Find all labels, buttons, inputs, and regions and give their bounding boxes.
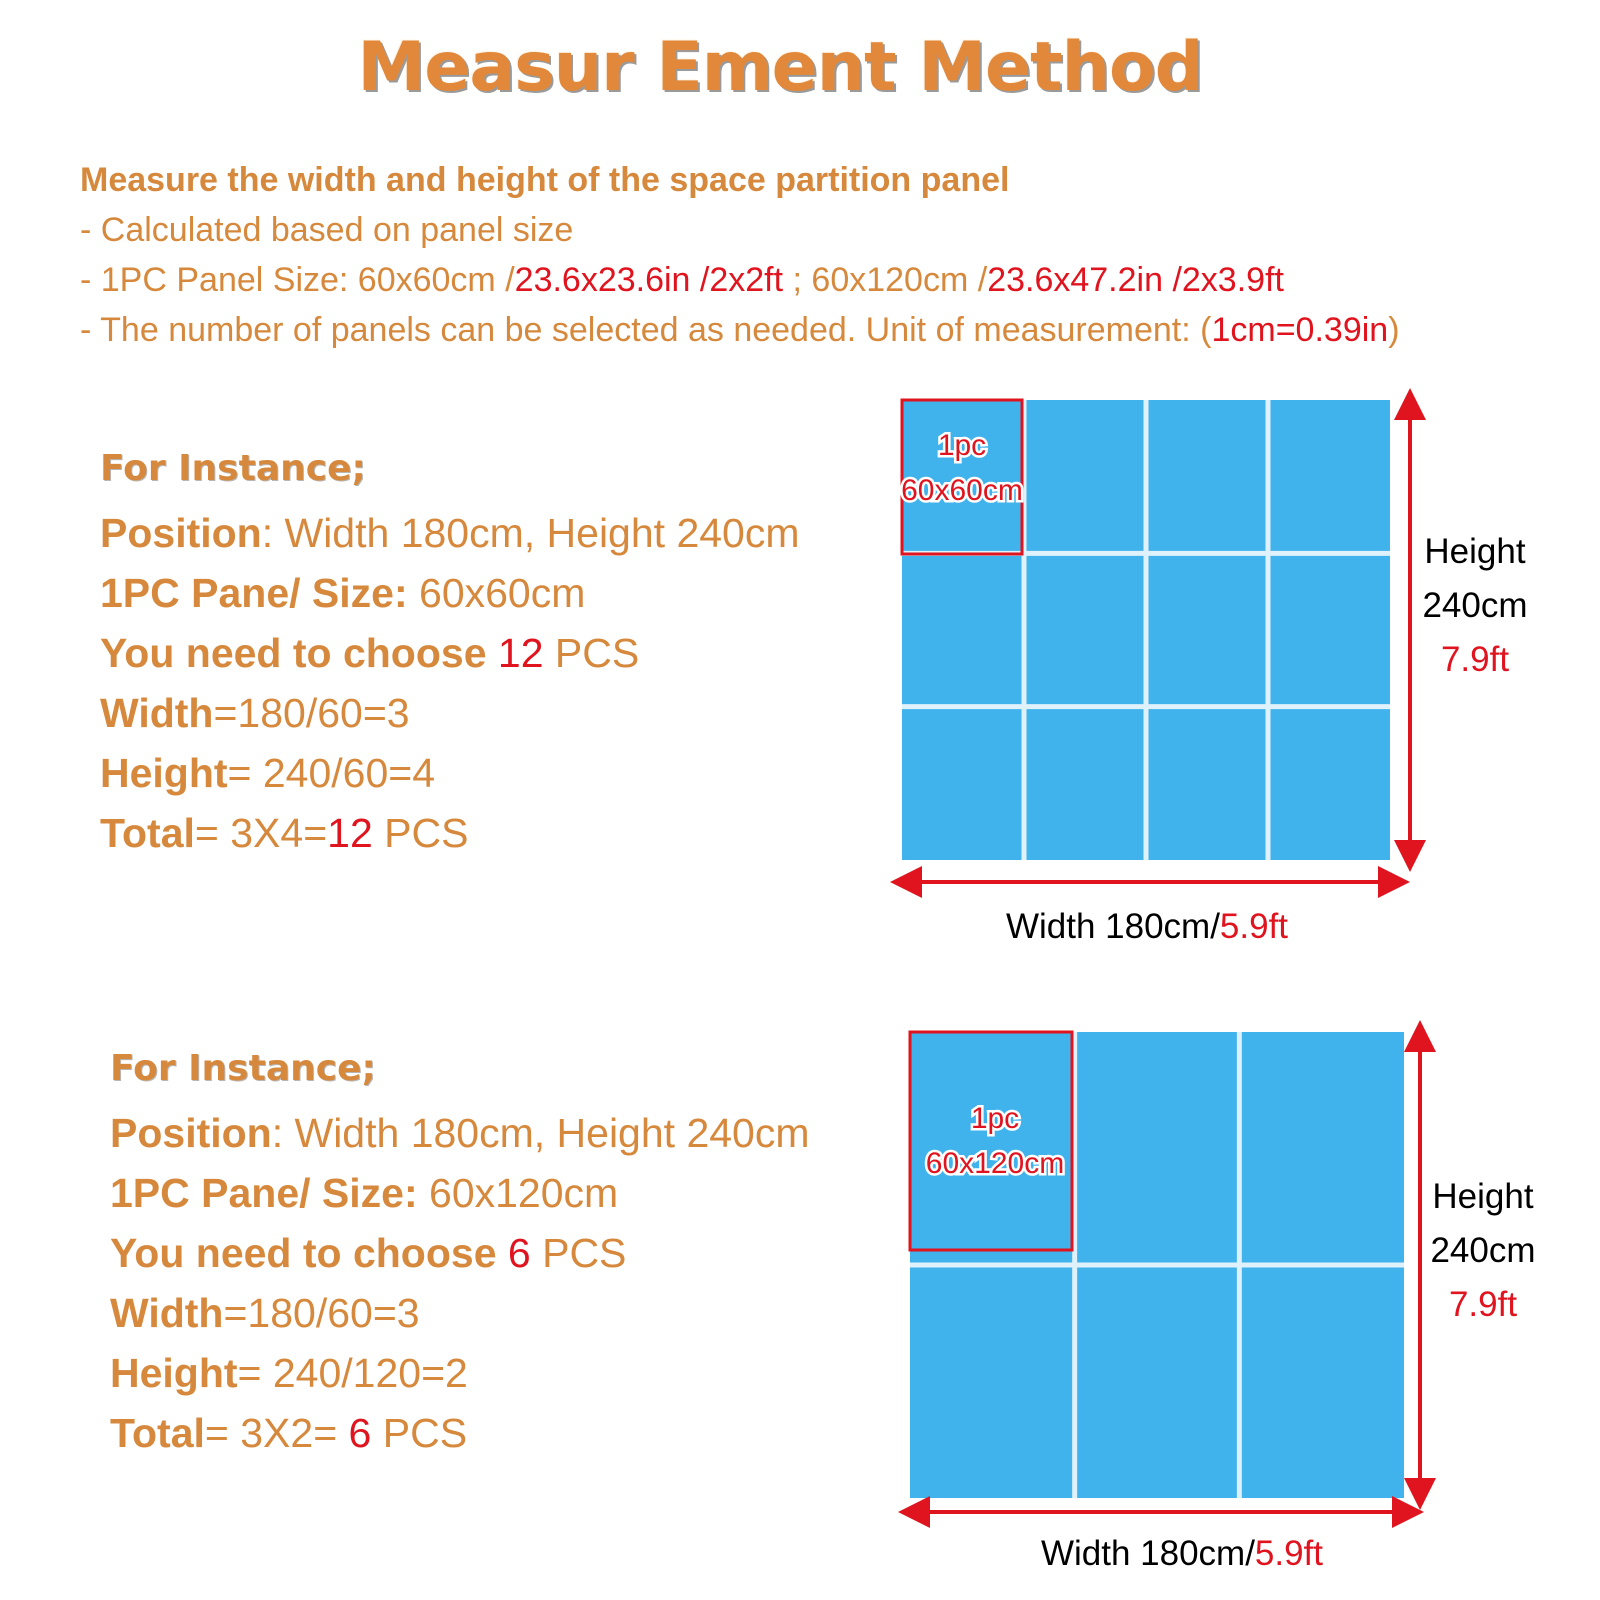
position-label: Position (100, 510, 262, 556)
height-cm-2: 240cm (1430, 1231, 1536, 1270)
total-label: Total (100, 810, 195, 856)
width-value: =180/60=3 (213, 690, 410, 736)
height-cm-1: 240cm (1422, 586, 1528, 625)
height-value: = 240/120=2 (237, 1350, 468, 1396)
height-label: Height (100, 750, 228, 796)
intro-line-calculated: - Calculated based on panel size (80, 211, 574, 249)
width-ft-2: 5.9ft (1254, 1534, 1324, 1573)
total-label: Total (110, 1410, 205, 1456)
choose-label: You need to choose (110, 1230, 508, 1276)
unit-text: - The number of panels can be selected as needed. Unit of measurement: ( (80, 311, 1212, 349)
width-text-1: Width 180cm/ (1005, 907, 1220, 946)
choose-count: 12 (497, 630, 544, 676)
pc-size-label-1: 60x60cm (901, 474, 1023, 507)
total-count: 12 (327, 810, 373, 856)
width-label: Width (110, 1290, 224, 1336)
size-value: 60x60cm (407, 570, 586, 616)
panel-grid-2 (910, 1032, 1404, 1498)
example-2-heading: For Instance; (110, 1048, 376, 1089)
total-unit: PCS (372, 810, 469, 856)
panel-size-imperial-1: 23.6x23.6in /2x2ft (514, 261, 784, 299)
pc-size-label-2: 60x120cm (925, 1147, 1065, 1180)
height-word-1: Height (1424, 532, 1526, 571)
height-value: = 240/60=4 (227, 750, 436, 796)
page-title: Measur Ement Method (357, 28, 1203, 107)
size-label: 1PC Pane/ Size: (110, 1170, 418, 1216)
size-value: 60x120cm (417, 1170, 619, 1216)
total-value: = 3X4= (194, 810, 328, 856)
panel-grid-1 (901, 400, 1390, 860)
unit-text-close: ) (1388, 311, 1400, 349)
size-label: 1PC Pane/ Size: (100, 570, 408, 616)
total-unit: PCS (371, 1410, 468, 1456)
height-ft-2: 7.9ft (1448, 1285, 1518, 1324)
total-value: = 3X2= (204, 1410, 349, 1456)
choose-unit: PCS (543, 630, 640, 676)
width-value: =180/60=3 (223, 1290, 420, 1336)
width-text-2: Width 180cm/ (1040, 1534, 1255, 1573)
unit-conversion: 1cm=0.39in (1211, 311, 1389, 349)
total-count: 6 (348, 1410, 372, 1456)
position-value: : Width 180cm, Height 240cm (271, 1110, 810, 1156)
width-ft-1: 5.9ft (1219, 907, 1289, 946)
position-value: : Width 180cm, Height 240cm (261, 510, 800, 556)
choose-unit: PCS (530, 1230, 627, 1276)
panel-size-text-2: ; 60x120cm / (783, 261, 988, 299)
height-label: Height (110, 1350, 238, 1396)
example-1-heading: For Instance; (100, 448, 366, 489)
pc-label-1: 1pc (937, 429, 987, 462)
panel-size-text: - 1PC Panel Size: 60x60cm / (80, 261, 515, 299)
width-label: Width (100, 690, 214, 736)
panel-size-imperial-2: 23.6x47.2in /2x3.9ft (987, 261, 1284, 299)
height-word-2: Height (1432, 1177, 1534, 1216)
height-ft-1: 7.9ft (1440, 640, 1510, 679)
choose-count: 6 (507, 1230, 531, 1276)
position-label: Position (110, 1110, 272, 1156)
choose-label: You need to choose (100, 630, 498, 676)
width-label-1 (1006, 907, 1288, 946)
width-label-2 (1041, 1534, 1323, 1573)
pc-label-2: 1pc (970, 1102, 1020, 1135)
intro-heading: Measure the width and height of the space partition panel (80, 161, 1010, 199)
